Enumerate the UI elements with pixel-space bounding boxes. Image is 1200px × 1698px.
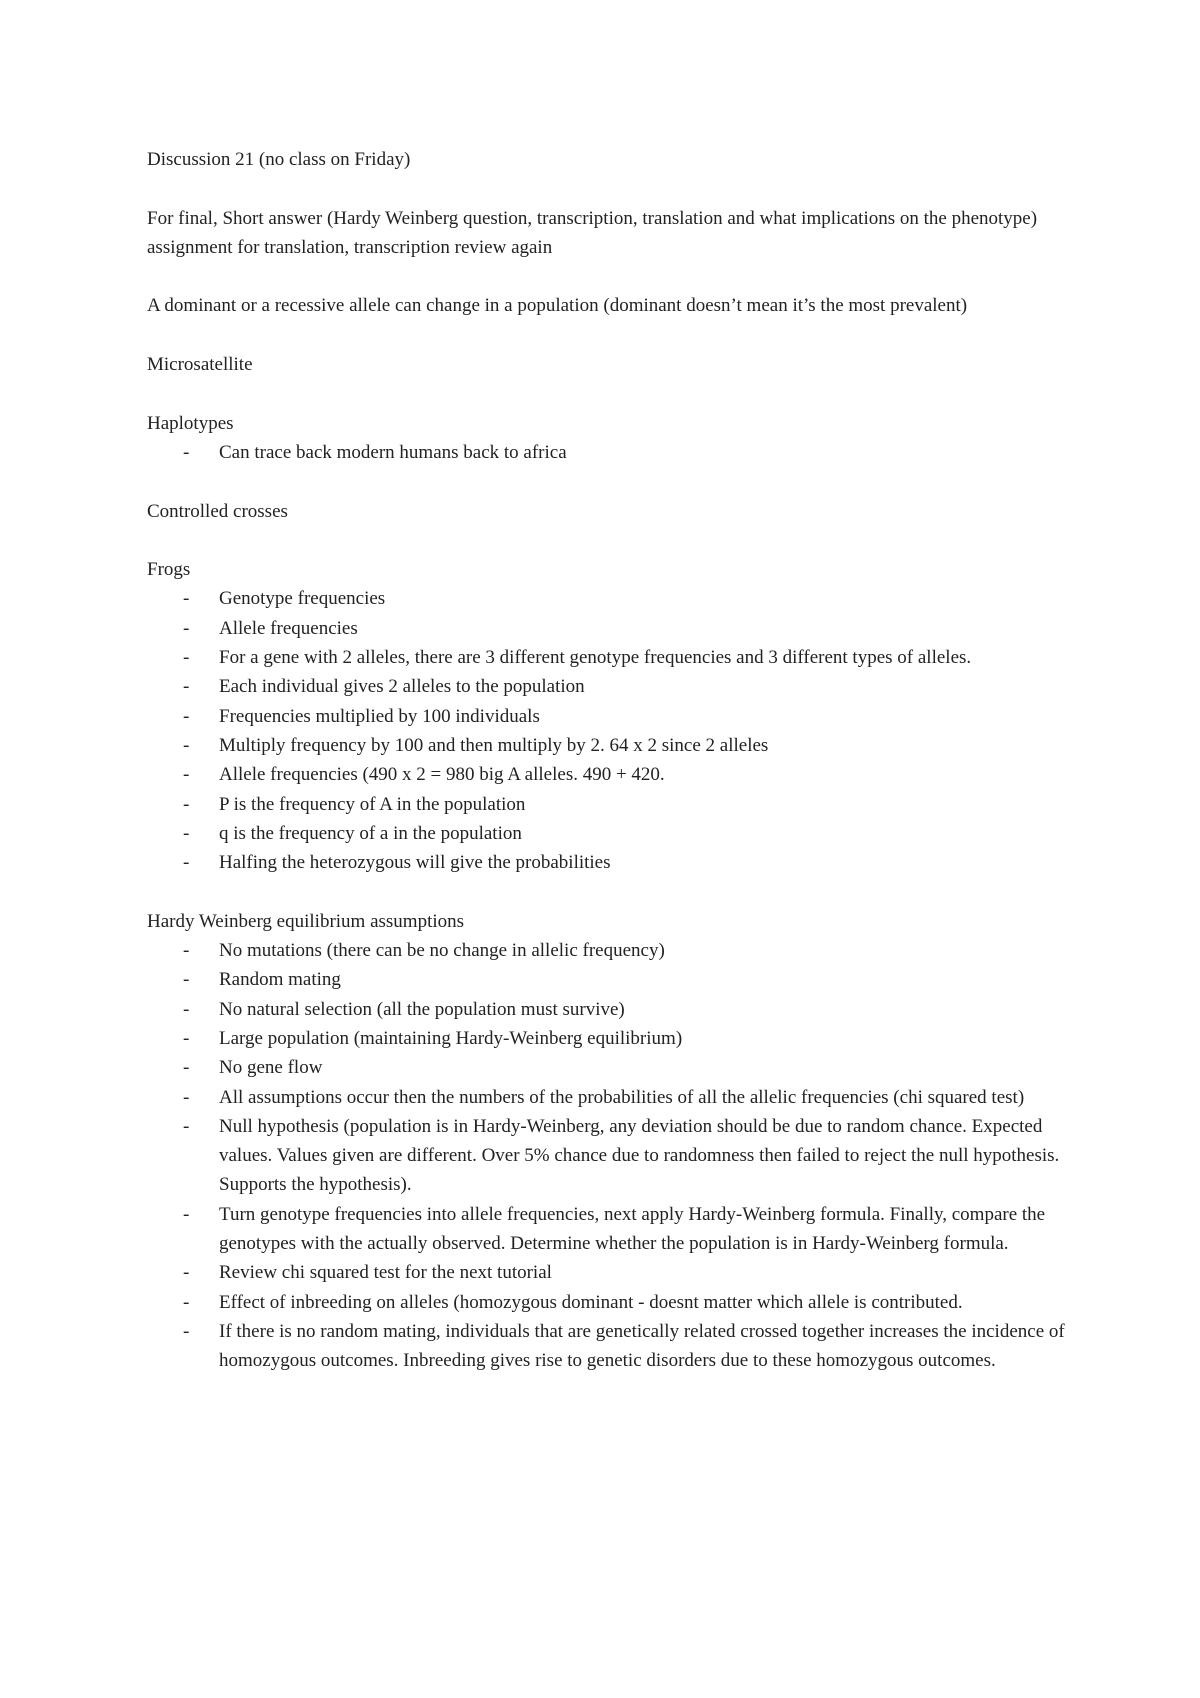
final-exam-note: For final, Short answer (Hardy Weinberg question, transcription, translation and what implications on the phenotype) assignment for translation, transcription review again xyxy=(147,207,1038,258)
dash-bullet: - xyxy=(183,705,190,727)
dash-bullet: - xyxy=(183,940,190,962)
list-item xyxy=(147,1053,1067,1082)
dash-bullet: - xyxy=(183,1203,190,1225)
document-body xyxy=(147,145,1067,1405)
document-title: Discussion 21 (no class on Friday) xyxy=(147,149,411,170)
list-item xyxy=(147,1083,1067,1112)
list-item-text: Halfing the heterozygous will give the probabilities xyxy=(219,852,611,874)
list-item-text: Allele frequencies (490 x 2 = 980 big A alleles. 490 + 420. xyxy=(219,764,665,786)
dominant-allele-note: A dominant or a recessive allele can change in a population (dominant doesn’t mean it’s the most prevalent) xyxy=(147,295,968,317)
dash-bullet: - xyxy=(183,1291,190,1313)
list-item xyxy=(147,1112,1067,1200)
list-item xyxy=(147,614,1067,643)
dash-bullet: - xyxy=(183,1262,190,1284)
list-item xyxy=(147,965,1067,994)
list-item xyxy=(147,760,1067,789)
list-item-text: For a gene with 2 alleles, there are 3 different genotype frequencies and 3 different types of alleles. xyxy=(219,647,972,669)
list-item-text: Random mating xyxy=(219,969,341,991)
list-item xyxy=(147,643,1067,672)
dash-bullet: - xyxy=(183,852,190,874)
dash-bullet: - xyxy=(183,1115,190,1137)
list-item xyxy=(147,936,1067,965)
list-item xyxy=(147,995,1067,1024)
list-item-text: Turn genotype frequencies into allele frequencies, next apply Hardy-Weinberg formula. Finally, compare the genotypes with the actually observed. Determine whether the population is in Hardy-Weinberg formula. xyxy=(219,1203,1046,1254)
list-item xyxy=(147,672,1067,701)
hardy-weinberg-section xyxy=(147,907,1067,1376)
list-item xyxy=(147,1024,1067,1053)
dash-bullet: - xyxy=(183,969,190,991)
list-item-text: If there is no random mating, individuals that are genetically related crossed together increases the incidence of homozygous outcomes. Inbreeding gives rise to genetic disorders due to these homozygous outcomes. xyxy=(219,1320,1065,1372)
dash-bullet: - xyxy=(183,764,190,786)
haplotypes-heading: Haplotypes xyxy=(147,412,234,434)
dash-bullet: - xyxy=(183,734,190,756)
list-item-text: No mutations (there can be no change in allelic frequency) xyxy=(219,940,665,962)
list-item xyxy=(147,1258,1067,1287)
list-item xyxy=(147,1317,1067,1376)
microsatellite-heading: Microsatellite xyxy=(147,354,253,376)
list-item xyxy=(147,702,1067,731)
list-item-text: P is the frequency of A in the population xyxy=(219,793,526,815)
list-item-text: Effect of inbreeding on alleles (homozygous dominant - doesnt matter which allele is contributed. xyxy=(219,1291,963,1313)
hardy-weinberg-heading: Hardy Weinberg equilibrium assumptions xyxy=(147,910,465,932)
dash-bullet: - xyxy=(183,1027,190,1049)
list-item xyxy=(147,848,1067,877)
list-item-text: Genotype frequencies xyxy=(219,588,386,610)
list-item-text: Large population (maintaining Hardy-Weinberg equilibrium) xyxy=(219,1027,683,1049)
list-item-text: q is the frequency of a in the population xyxy=(219,822,522,844)
dash-bullet: - xyxy=(183,441,190,463)
dash-bullet: - xyxy=(183,1320,190,1342)
list-item xyxy=(147,731,1067,760)
dash-bullet: - xyxy=(183,617,190,639)
hardy-weinberg-list xyxy=(147,936,1067,1375)
list-item-text: Can trace back modern humans back to africa xyxy=(219,441,567,463)
list-item-text: Allele frequencies xyxy=(219,617,358,639)
haplotypes-list xyxy=(147,438,1067,467)
list-item-text: Multiply frequency by 100 and then multiply by 2. 64 x 2 since 2 alleles xyxy=(219,734,769,756)
list-item xyxy=(147,584,1067,613)
list-item xyxy=(147,438,1067,467)
dash-bullet: - xyxy=(183,998,190,1020)
frogs-list xyxy=(147,584,1067,877)
list-item-text: All assumptions occur then the numbers of the probabilities of all the allelic frequencies (chi squared test) xyxy=(219,1086,1025,1108)
list-item xyxy=(147,1200,1067,1259)
dash-bullet: - xyxy=(183,793,190,815)
dash-bullet: - xyxy=(183,676,190,698)
dash-bullet: - xyxy=(183,1086,190,1108)
dash-bullet: - xyxy=(183,647,190,669)
list-item-text: Each individual gives 2 alleles to the population xyxy=(219,676,585,698)
list-item-text: No natural selection (all the population must survive) xyxy=(219,998,625,1020)
frogs-heading: Frogs xyxy=(147,559,191,581)
list-item-text: Null hypothesis (population is in Hardy-Weinberg, any deviation should be due to random chance. Expected values. Values given are different. Over 5% chance due to randomness then failed to reject the null hypothesis. Supports the hypothesis). xyxy=(219,1115,1060,1196)
dash-bullet: - xyxy=(183,1057,190,1079)
dash-bullet: - xyxy=(183,822,190,844)
list-item-text: Frequencies multiplied by 100 individuals xyxy=(219,705,540,727)
list-item-text: No gene flow xyxy=(219,1057,323,1079)
list-item xyxy=(147,819,1067,848)
list-item xyxy=(147,1288,1067,1317)
list-item-text: Review chi squared test for the next tutorial xyxy=(219,1262,552,1284)
haplotypes-section xyxy=(147,409,1067,468)
frogs-section xyxy=(147,555,1067,877)
dash-bullet: - xyxy=(183,588,190,610)
controlled-crosses-heading: Controlled crosses xyxy=(147,500,288,522)
list-item xyxy=(147,790,1067,819)
